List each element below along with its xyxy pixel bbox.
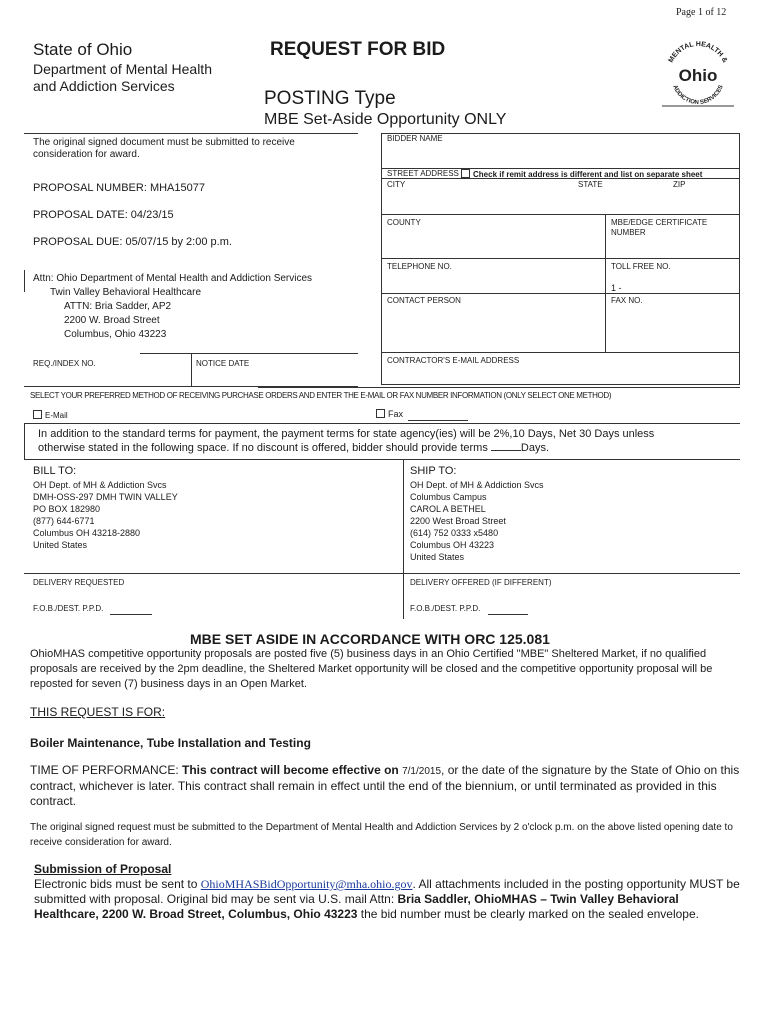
ship-to-line: (614) 752 0333 x5480 <box>410 528 499 538</box>
mbe-certificate-label <box>611 218 707 238</box>
payment-terms-line2 <box>38 442 549 454</box>
bill-to-line: Columbus OH 43218-2880 <box>33 528 141 538</box>
fob-left-label: F.O.B./DEST. P.P.D. <box>33 604 104 613</box>
bill-to-label: BILL TO: <box>33 465 77 477</box>
ship-to-line: CAROL A BETHEL <box>410 504 486 514</box>
posting-subtype: MBE Set-Aside Opportunity ONLY <box>264 111 507 128</box>
ship-to-line: Columbus Campus <box>410 492 487 502</box>
mbe-section-paragraph: OhioMHAS competitive opportunity proposals are posted five (5) business days in an Ohio Certified "MBE" Sheltered Market, if no qualified proposals are received by the 2pm deadline, the Sheltered Market opportunity will be closed and the competitive opportunity proposal will be reposted for seven (7) business days in an Open Market. <box>30 648 713 690</box>
department-line2: and Addiction Services <box>33 78 175 94</box>
proposal-date: PROPOSAL DATE: 04/23/15 <box>33 209 174 221</box>
bill-to-line: OH Dept. of MH & Addiction Svcs <box>33 480 167 490</box>
proposal-due: PROPOSAL DUE: 05/07/15 by 2:00 p.m. <box>33 236 232 248</box>
time-of-performance-rest: , or the date of the signature by the State of Ohio on this contract, whichever is later. This contract shall remain in effect until the end of the biennium, or until terminated as provided in this contract. <box>30 763 740 808</box>
submission-text1: Electronic bids must be sent to <box>34 877 201 891</box>
state-label: STATE <box>578 180 603 189</box>
state-name: State of Ohio <box>33 40 133 59</box>
street-address-label: STREET ADDRESS <box>387 169 459 178</box>
time-of-performance-bold: This contract will become effective on <box>182 763 399 777</box>
attn-line1: Attn: Ohio Department of Mental Health and Addiction Services <box>33 273 313 284</box>
fax-option[interactable] <box>376 409 403 419</box>
original-signed-line2: consideration for award. <box>33 149 140 160</box>
toll-free-value: 1 - <box>611 283 622 293</box>
effective-date: 7/1/2015 <box>402 766 442 777</box>
contact-person-label: CONTACT PERSON <box>387 296 461 305</box>
page-number: Page 1 of 12 <box>676 7 727 18</box>
seal-text-top: MENTAL HEALTH & <box>667 40 729 64</box>
bill-to-line: United States <box>33 540 88 550</box>
county-label: COUNTY <box>387 218 421 227</box>
ship-to-line: Columbus OH 43223 <box>410 540 495 550</box>
ohio-mhas-seal <box>660 36 736 112</box>
page-title: REQUEST FOR BID <box>270 39 446 60</box>
delivery-offered-label: DELIVERY OFFERED (IF DIFFERENT) <box>410 578 552 587</box>
request-for-heading: THIS REQUEST IS FOR: <box>30 705 166 719</box>
street-address-field[interactable] <box>387 169 459 178</box>
req-index-label: REQ./INDEX NO. <box>33 359 96 368</box>
discount-terms-input[interactable] <box>491 450 521 451</box>
checkbox-icon <box>461 169 470 178</box>
attn-line2: Twin Valley Behavioral Healthcare <box>50 287 202 298</box>
zip-label: ZIP <box>673 180 686 189</box>
contractor-email-label: CONTRACTOR'S E-MAIL ADDRESS <box>387 356 520 365</box>
bill-to-line: PO BOX 182980 <box>33 504 101 514</box>
ship-to-line: United States <box>410 552 465 562</box>
bill-to-line: DMH-OSS-297 DMH TWIN VALLEY <box>33 492 178 502</box>
seal-text-bottom: ADDICTION SERVICES <box>671 84 725 107</box>
bidder-name-field[interactable] <box>387 134 735 167</box>
request-subject: Boiler Maintenance, Tube Installation and Testing <box>30 736 311 750</box>
submission-address: Bria Saddler, OhioMHAS – Twin Valley Behavioral Healthcare, 2200 W. Broad Street, Columbus, Ohio 43223 <box>34 892 679 921</box>
payment-terms-line1: In addition to the standard terms for payment, the payment terms for state agency(ies) will be 2%,10 Days, Net 30 Days unless <box>38 428 655 440</box>
fax-option-label: Fax <box>388 409 404 419</box>
email-option-label: E-Mail <box>45 411 68 420</box>
fob-left <box>33 604 103 613</box>
remit-address-checkbox[interactable] <box>461 169 702 179</box>
time-of-performance-label: TIME OF PERFORMANCE: <box>30 763 179 777</box>
fob-right-label: F.O.B./DEST. P.P.D. <box>410 604 481 613</box>
order-method-instruction: SELECT YOUR PREFERRED METHOD OF RECEIVING PURCHASE ORDERS AND ENTER THE E-MAIL OR FAX NUMBER INFORMATION (ONLY SELECT ONE METHOD) <box>30 391 612 400</box>
proposal-number: PROPOSAL NUMBER: MHA15077 <box>33 182 205 194</box>
time-of-performance <box>30 763 742 809</box>
mbe-cert-line1: MBE/EDGE CERTIFICATE <box>611 218 708 227</box>
attn-line4: 2200 W. Broad Street <box>64 315 160 326</box>
notice-date-label: NOTICE DATE <box>196 359 250 368</box>
delivery-requested-label: DELIVERY REQUESTED <box>33 578 125 587</box>
mbe-cert-line2: NUMBER <box>611 228 646 237</box>
svg-text:ADDICTION SERVICES <box>671 84 724 106</box>
mbe-section-heading: MBE SET ASIDE IN ACCORDANCE WITH ORC 125.081 <box>190 631 550 647</box>
toll-free-label: TOLL FREE NO. <box>611 262 671 271</box>
submission-heading: Submission of Proposal <box>34 862 172 876</box>
bill-to-line: (877) 644-6771 <box>33 516 95 526</box>
payment-terms-days: Days. <box>520 442 550 454</box>
email-checkbox-icon <box>33 410 42 419</box>
attn-line5: Columbus, Ohio 43223 <box>64 329 167 340</box>
ship-to-label: SHIP TO: <box>410 465 457 477</box>
payment-terms-text: otherwise stated in the following space. If no discount is offered, bidder should provide terms <box>38 442 488 454</box>
posting-type: POSTING Type <box>264 88 396 109</box>
original-signed-line1: The original signed document must be submitted to receive <box>33 137 295 148</box>
email-option[interactable] <box>33 410 68 420</box>
attn-line3: ATTN: Bria Sadder, AP2 <box>64 301 172 312</box>
ship-to-line: OH Dept. of MH & Addiction Svcs <box>410 480 544 490</box>
submission-text3: the bid number must be clearly marked on the sealed envelope. <box>357 907 699 921</box>
svg-text:MENTAL HEALTH & <box>668 41 729 64</box>
department-line1: Department of Mental Health <box>33 61 212 77</box>
bidder-name-label: BIDDER NAME <box>387 134 443 143</box>
telephone-label: TELEPHONE NO. <box>387 262 452 271</box>
bid-email-link[interactable]: OhioMHASBidOpportunity@mha.ohio.gov <box>200 877 413 891</box>
fax-label: FAX NO. <box>611 296 643 305</box>
seal-text-center: Ohio <box>678 66 718 85</box>
fax-checkbox-icon <box>376 409 385 418</box>
submission-text2: . All attachments included in the posting opportunity MUST be submitted with proposal. Original bid may be sent via U.S. mail Attn: <box>34 877 740 906</box>
ship-to-line: 2200 West Broad Street <box>410 516 506 526</box>
submission-paragraph <box>34 877 740 922</box>
fob-right <box>410 604 480 613</box>
remit-note: Check if remit address is different and list on separate sheet <box>473 170 703 179</box>
original-signed-request: The original signed request must be submitted to the Department of Mental Health and Addiction Services by 2 o'clock p.m. on the above listed opening date to receive consideration for award. <box>30 822 733 848</box>
city-label: CITY <box>387 180 406 189</box>
